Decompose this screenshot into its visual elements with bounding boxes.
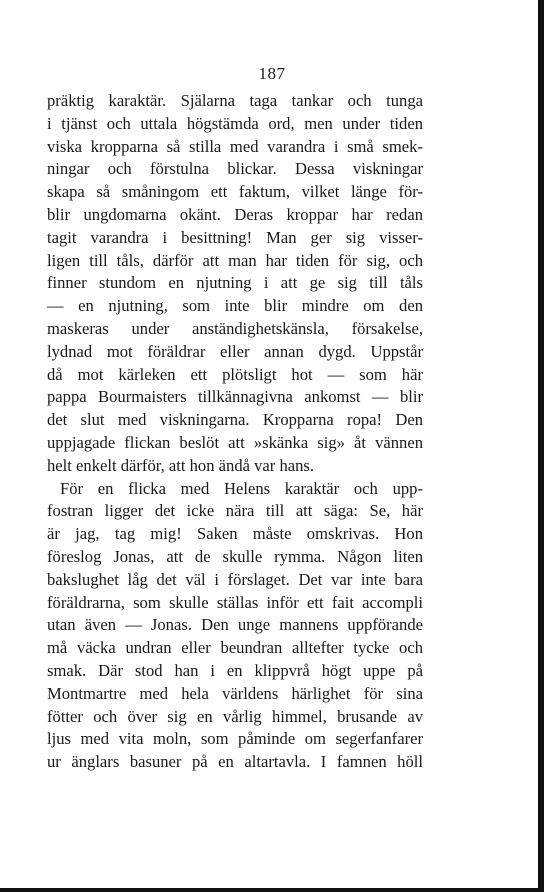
text-line: Montmartre med hela världens härlighet för sina bbox=[47, 683, 423, 703]
text-line: blir ungdomarna okänt. Deras kroppar har redan bbox=[47, 204, 423, 224]
text-line: viska kropparna så stilla med varandra i små smek- bbox=[47, 136, 423, 156]
text-line: maskeras under anständighetskänsla, försakelse, bbox=[47, 318, 423, 338]
text-line: För en flicka med Helens karaktär och upp- bbox=[60, 478, 423, 498]
text-line: finner stundom en njutning i att ge sig till tåls bbox=[47, 273, 423, 293]
text-line: tagit varandra i besittning! Man ger sig visser- bbox=[47, 227, 423, 247]
text-line: uppjagade flickan beslöt att »skänka sig» åt vännen bbox=[47, 432, 423, 452]
text-line: det slut med viskningarna. Kropparna ropa! Den bbox=[47, 410, 423, 430]
text-line: ljus med vita moln, som påminde om segerfanfarer bbox=[47, 729, 423, 749]
text-line: föräldrarna, som skulle ställas inför ett fait accompli bbox=[47, 592, 423, 612]
text-line: i tjänst och uttala högstämda ord, men under tiden bbox=[47, 113, 423, 133]
text-line: — en njutning, som inte blir mindre om den bbox=[47, 296, 423, 316]
text-line: lydnad mot föräldrar eller annan dygd. Uppstår bbox=[47, 341, 423, 361]
text-line: helt enkelt därför, att hon ändå var hans. bbox=[47, 455, 315, 475]
text-line: utan även — Jonas. Den unge mannens uppförande bbox=[47, 615, 423, 635]
page-edge-bottom bbox=[0, 888, 544, 892]
text-line: ur änglars basuner på en altartavla. I famnen höll bbox=[47, 752, 423, 772]
text-line: föreslog Jonas, att de skulle rymma. Någon liten bbox=[47, 546, 423, 566]
text-line: ningar och förstulna blickar. Dessa viskningar bbox=[47, 159, 423, 179]
text-line: bakslughet låg det väl i förslaget. Det var inte bara bbox=[47, 569, 423, 589]
text-line: ligen till tåls, därför att man har tiden för sig, och bbox=[47, 250, 423, 270]
text-line: pappa Bourmaisters tillkännagivna ankomst — blir bbox=[47, 387, 423, 407]
text-line: må väcka undran eller beundran alltefter tycke och bbox=[47, 638, 423, 658]
text-line: skapa så småningom ett faktum, vilket länge för- bbox=[47, 182, 423, 202]
page-number: 187 bbox=[258, 64, 286, 83]
text-line: är jag, tag mig! Saken måste omskrivas. Hon bbox=[47, 524, 423, 544]
text-line: då mot kärleken ett plötsligt hot — som här bbox=[47, 364, 423, 384]
text-line: präktig karaktär. Själarna taga tankar och tunga bbox=[47, 91, 423, 110]
text-line: smak. Där stod han i en klippvrå högt uppe på bbox=[47, 660, 423, 680]
body-text bbox=[47, 90, 423, 774]
text-line: fötter och över sig en vårlig himmel, brusande av bbox=[47, 706, 423, 726]
page-edge-right bbox=[538, 0, 544, 892]
text-line: fostran ligger det icke nära till att säga: Se, här bbox=[47, 501, 423, 521]
